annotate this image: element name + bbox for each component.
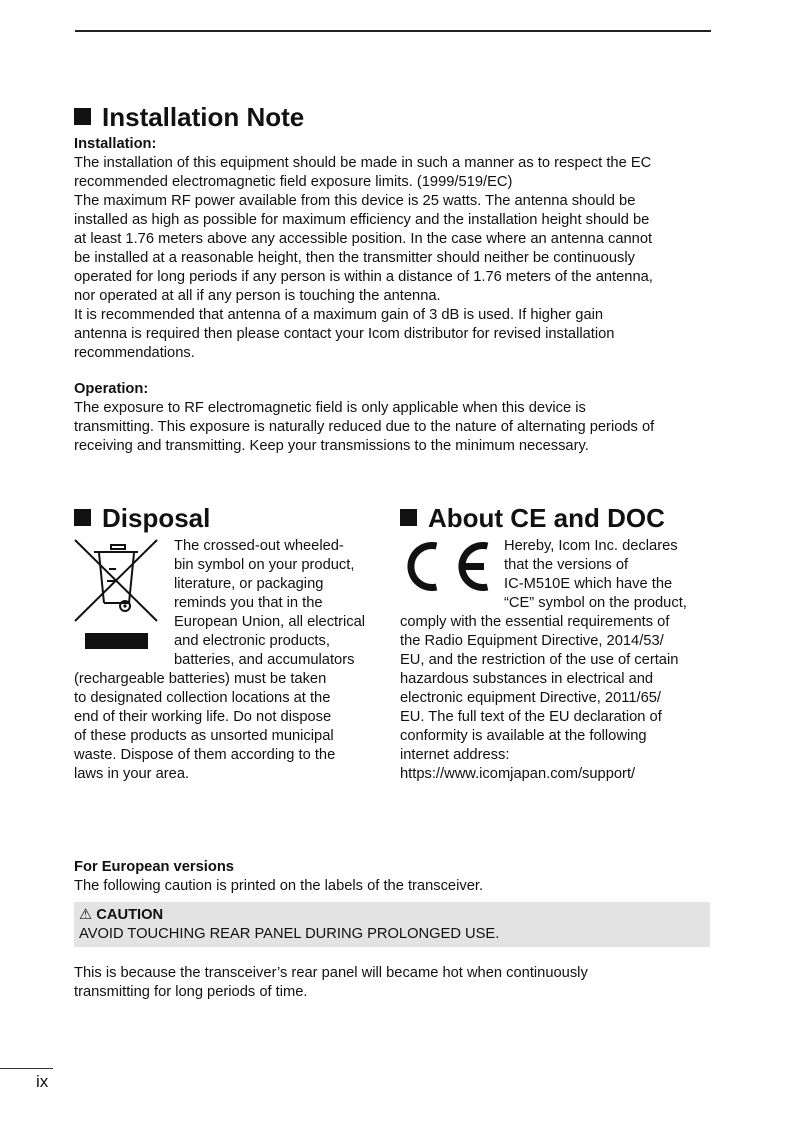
text-line: EU. The full text of the EU declaration of [400,709,662,725]
page-number-rule [0,1068,53,1069]
text-line: The maximum RF power available from this device is 25 watts. The antenna should be [74,193,636,209]
operation-subheading: Operation: [74,381,149,397]
page-number: ix [36,1072,49,1091]
weee-crossed-bin-icon [74,538,160,652]
text-line: installed as high as possible for maximum efficiency and the installation height should be [74,212,650,228]
installation-heading: Installation Note [74,102,304,132]
operation-paragraph [74,399,654,456]
text-line: recommended electromagnetic field exposure limits. (1999/519/EC) [74,174,513,190]
text-line: transmitting. This exposure is naturally reduced due to the nature of alternating periods of [74,419,655,435]
text-line: reminds you that in the [174,595,323,611]
text-line: This is because the transceiver’s rear panel will became hot when continuously [74,965,588,981]
installation-paragraph [74,154,653,363]
disposal-wrap-text [174,537,365,670]
text-line: The crossed-out wheeled- [174,538,344,554]
text-line: internet address: [400,747,510,763]
european-title: For European versions [74,859,234,875]
text-line: batteries, and accumulators [174,652,355,668]
caution-title: ⚠ CAUTION [79,907,164,923]
text-line: operated for long periods if any person is within a distance of 1.76 meters of the antenna, [74,269,653,285]
ce-heading: About CE and DOC [400,503,665,533]
european-intro: The following caution is printed on the labels of the transceiver. [74,878,484,894]
text-line: It is recommended that antenna of a maximum gain of 3 dB is used. If higher gain [74,307,604,323]
ce-wrap-text [504,537,687,613]
text-line: conformity is available at the following [400,728,647,744]
text-line: European Union, all electrical [174,614,366,630]
text-line: nor operated at all if any person is touching the antenna. [74,288,441,304]
text-line: comply with the essential requirements of [400,614,670,630]
top-rule [75,30,711,32]
text-line: receiving and transmitting. Keep your transmissions to the minimum necessary. [74,438,589,454]
text-line: of these products as unsorted municipal [74,728,334,744]
disposal-heading: Disposal [74,503,210,533]
text-line: (rechargeable batteries) must be taken [74,671,327,687]
text-line: that the versions of [504,557,629,573]
square-bullet-icon [74,509,91,526]
square-bullet-icon [74,108,91,125]
text-line: “CE” symbol on the product, [504,595,687,611]
caution-text: AVOID TOUCHING REAR PANEL DURING PROLONGED USE. [79,926,500,942]
text-line: antenna is required then please contact your Icom distributor for revised installation [74,326,615,342]
disposal-full-text [74,670,335,784]
text-line: end of their working life. Do not dispose [74,709,332,725]
european-note [74,964,588,1002]
text-line: electronic equipment Directive, 2011/65/ [400,690,661,706]
text-line: recommendations. [74,345,195,361]
text-line: IC-M510E which have the [504,576,673,592]
text-line: bin symbol on your product, [174,557,355,573]
square-bullet-icon [400,509,417,526]
text-line: The installation of this equipment should be made in such a manner as to respect the EC [74,155,652,171]
text-line: laws in your area. [74,766,190,782]
text-line: hazardous substances in electrical and [400,671,654,687]
text-line: to designated collection locations at the [74,690,331,706]
text-line: Hereby, Icom Inc. declares [504,538,678,554]
text-line: at least 1.76 meters above any accessible position. In the case where an antenna cannot [74,231,653,247]
text-line: and electronic products, [174,633,330,649]
text-line: transmitting for long periods of time. [74,984,308,1000]
text-line: literature, or packaging [174,576,324,592]
text-line: the Radio Equipment Directive, 2014/53/ [400,633,664,649]
text-line: be installed at a reasonable height, then the transmitter should neither be continuously [74,250,635,266]
ce-full-text [400,613,678,784]
text-line: EU, and the restriction of the use of certain [400,652,679,668]
text-line: waste. Dispose of them according to the [74,747,336,763]
ce-mark-icon [400,539,495,594]
installation-subheading: Installation: [74,136,157,152]
support-url: https://www.icomjapan.com/support/ [400,766,636,782]
text-line: The exposure to RF electromagnetic field is only applicable when this device is [74,400,586,416]
